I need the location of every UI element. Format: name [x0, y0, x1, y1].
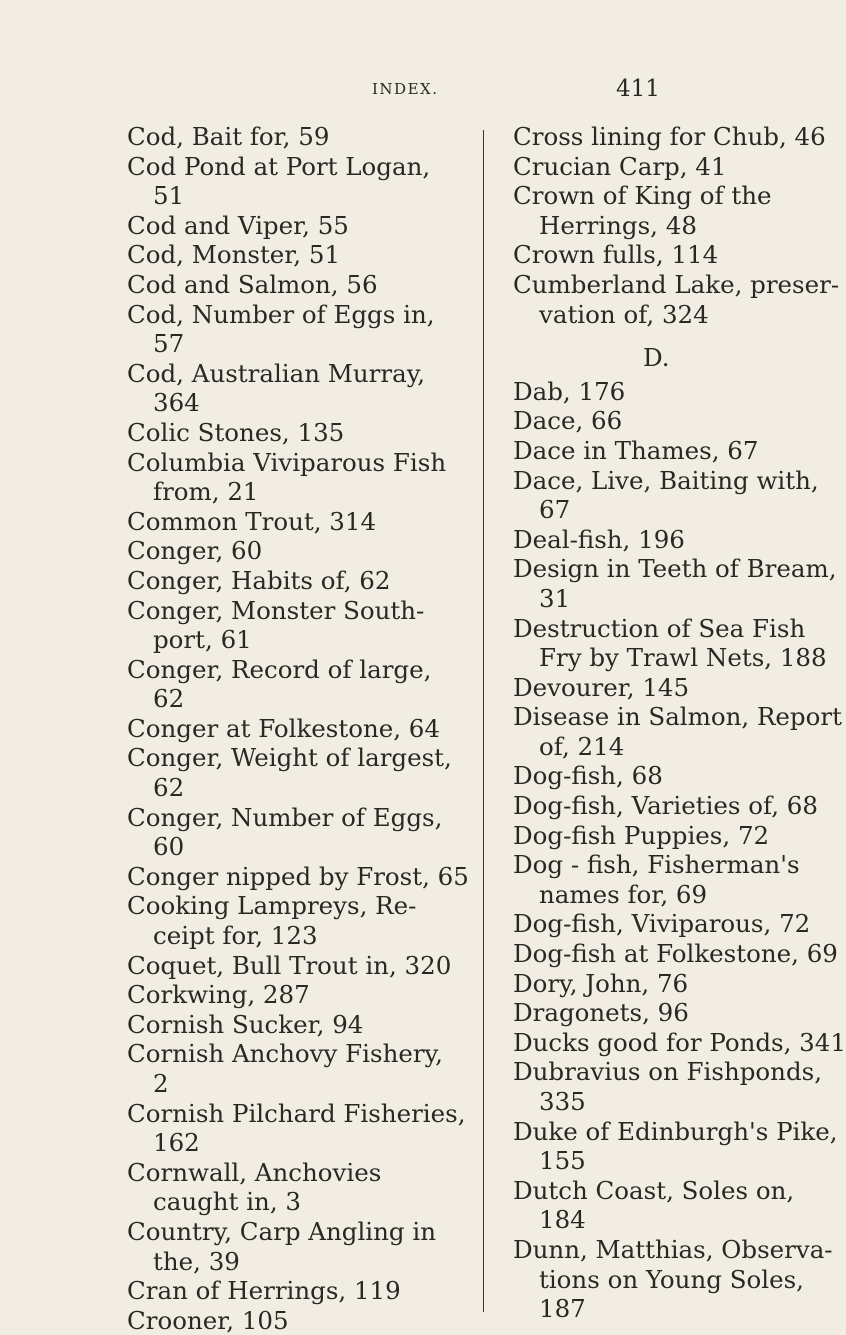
index-entry-text: Duke of Edinburgh's Pike,	[513, 1116, 838, 1146]
index-entry-text: Cornish Pilchard Fisheries,	[127, 1098, 466, 1128]
index-entry-text: Cod and Salmon, 56	[127, 269, 378, 299]
index-entry-text: Cran of Herrings, 119	[127, 1276, 401, 1306]
index-entry-continuation: port, 61	[153, 625, 252, 655]
index-entry	[513, 998, 803, 1028]
index-entry	[127, 862, 477, 892]
index-entry-continuation: ceipt for, 123	[153, 921, 318, 951]
index-entry	[513, 821, 803, 851]
index-entry-text: Cod, Monster, 51	[127, 240, 341, 270]
index-entry-continuation: vation of, 324	[539, 299, 709, 329]
index-entry	[127, 714, 477, 744]
index-entry	[127, 1306, 477, 1335]
index-entry	[127, 803, 477, 862]
index-entry-continuation: 60	[153, 832, 185, 862]
index-entry	[513, 969, 803, 999]
index-entry	[513, 152, 803, 182]
index-entry-text: Crooner, 105	[127, 1305, 289, 1335]
index-entry-text: Dunn, Matthias, Observa-	[513, 1234, 833, 1264]
index-entry-text: Dory, John, 76	[513, 968, 689, 998]
index-entry-text: Dace, Live, Baiting with,	[513, 465, 819, 495]
index-entry	[513, 1027, 846, 1058]
index-entry	[513, 525, 803, 555]
index-entry-continuation: Herrings, 48	[539, 210, 697, 240]
index-entry-text: Conger, Weight of largest,	[127, 743, 452, 773]
index-entry-text: Corkwing, 287	[127, 980, 310, 1010]
index-entry-text: Colic Stones, 135	[127, 417, 345, 447]
index-column-left	[127, 122, 477, 1335]
index-entry	[513, 554, 837, 613]
index-entry-continuation: 62	[153, 773, 185, 803]
index-entry	[127, 1099, 477, 1158]
index-entry	[127, 300, 477, 359]
index-entry	[127, 566, 477, 596]
index-entry	[127, 448, 477, 507]
index-entry-text: Conger, Record of large,	[127, 654, 432, 684]
index-entry	[127, 507, 477, 537]
index-entry	[127, 270, 477, 300]
page-number: 411	[616, 76, 660, 102]
index-entry-continuation: 67	[539, 495, 571, 525]
index-entry-text: Cod Pond at Port Logan,	[127, 151, 431, 181]
index-entry-text: Cod, Bait for, 59	[127, 122, 330, 151]
index-entries-d	[513, 376, 846, 1324]
index-entry-text: Cross lining for Chub, 46	[513, 122, 826, 151]
index-entry	[127, 240, 477, 270]
index-entry-continuation: names for, 69	[539, 879, 708, 909]
index-entry	[127, 1039, 477, 1098]
index-entry-text: Conger, Number of Eggs,	[127, 802, 443, 832]
index-entry-text: Conger nipped by Frost, 65	[127, 861, 469, 891]
index-entry-text: Columbia Viviparous Fish	[127, 447, 447, 477]
index-entry-continuation: 364	[153, 388, 200, 418]
index-entry	[127, 980, 477, 1010]
index-entry	[127, 596, 477, 655]
index-entry	[513, 1176, 803, 1235]
index-entry	[127, 743, 477, 802]
index-entry	[127, 418, 477, 448]
index-entry-text: Cornwall, Anchovies	[127, 1157, 382, 1187]
index-entry	[513, 240, 803, 270]
index-entry	[513, 850, 803, 909]
index-entry-continuation: 162	[153, 1128, 200, 1158]
index-entry	[513, 406, 803, 436]
index-entry-continuation: Fry by Trawl Nets, 188	[539, 643, 827, 673]
index-entry-text: Crown of King of the	[513, 181, 772, 211]
index-entry-text: Conger at Folkestone, 64	[127, 713, 440, 743]
section-letter: D.	[643, 343, 670, 373]
index-entry-text: Cumberland Lake, preser-	[513, 269, 840, 299]
index-entry-text: Devourer, 145	[513, 672, 690, 702]
index-entry	[513, 673, 803, 703]
index-entry	[127, 152, 477, 211]
index-entry	[513, 702, 842, 761]
index-entry-text: Conger, Habits of, 62	[127, 565, 391, 595]
index-entry-continuation: from, 21	[153, 477, 259, 507]
index-entry-continuation: 335	[539, 1087, 586, 1116]
index-entry	[513, 436, 803, 466]
page-header	[0, 76, 800, 106]
index-entry-text: Crucian Carp, 41	[513, 151, 727, 181]
index-entry	[513, 269, 840, 329]
index-entry	[127, 1276, 477, 1306]
index-entry-text: Cornish Anchovy Fishery,	[127, 1039, 443, 1069]
index-entry-text: Dragonets, 96	[513, 998, 689, 1028]
index-entry	[513, 377, 803, 407]
index-entry-text: Dog-fish at Folkestone, 69	[513, 939, 838, 969]
index-entry-continuation: 31	[539, 583, 571, 613]
index-entry	[513, 791, 818, 821]
index-entry-continuation: 155	[539, 1146, 586, 1176]
index-entry-text: Crown fulls, 114	[513, 240, 719, 270]
index-entry-text: Conger, 60	[127, 536, 263, 566]
index-entry-continuation: 2	[153, 1069, 169, 1098]
index-entries-c	[513, 122, 840, 329]
index-entry-text: Dutch Coast, Soles on,	[513, 1175, 795, 1205]
column-divider	[483, 130, 484, 1312]
index-entry	[513, 939, 838, 969]
index-entry	[127, 1217, 477, 1276]
index-entry	[513, 761, 803, 791]
index-entry-continuation: 51	[153, 181, 185, 211]
index-entry-continuation: 57	[153, 329, 185, 359]
index-entry-text: Destruction of Sea Fish	[513, 613, 806, 643]
index-entry	[513, 1057, 823, 1116]
index-entry-continuation: 184	[539, 1205, 586, 1235]
index-entry-text: Dog-fish, Viviparous, 72	[513, 909, 811, 939]
index-entry	[127, 655, 477, 714]
index-entry-text: Dog-fish Puppies, 72	[513, 820, 770, 850]
index-entry	[127, 951, 477, 981]
index-entry	[513, 181, 803, 240]
index-entry-continuation: 62	[153, 684, 185, 714]
index-entry	[513, 1116, 838, 1176]
index-entry-text: Dog - fish, Fisherman's	[513, 850, 800, 880]
index-entry	[513, 909, 811, 939]
index-entry	[127, 122, 477, 152]
index-entry-text: Cooking Lampreys, Re-	[127, 891, 417, 921]
index-entry	[127, 211, 477, 241]
index-entry-text: Country, Carp Angling in	[127, 1216, 437, 1246]
index-entry-text: Coquet, Bull Trout in, 320	[127, 950, 452, 980]
index-entry	[127, 359, 477, 418]
running-head: INDEX.	[372, 80, 439, 98]
index-entry-text: Ducks good for Ponds, 341	[513, 1027, 846, 1057]
index-entry-continuation: caught in, 3	[153, 1187, 301, 1217]
index-entry-text: Dace in Thames, 67	[513, 435, 759, 465]
index-entry	[513, 122, 826, 152]
index-column-right	[513, 122, 846, 1324]
index-entry-continuation: tions on Young Soles,	[539, 1264, 804, 1294]
index-entry-text: Deal-fish, 196	[513, 524, 685, 554]
index-entry-text: Dog-fish, Varieties of, 68	[513, 791, 818, 821]
index-entry	[513, 465, 819, 525]
index-entry-continuation: the, 39	[153, 1246, 240, 1276]
index-entry	[513, 613, 827, 673]
index-entry-text: Disease in Salmon, Report	[513, 702, 842, 732]
index-entry-text: Dog-fish, 68	[513, 761, 663, 791]
index-entry	[513, 1234, 833, 1324]
index-entry-text: Design in Teeth of Bream,	[513, 554, 837, 584]
index-entry	[127, 536, 477, 566]
index-entry-text: Dab, 176	[513, 376, 626, 406]
index-entry-text: Conger, Monster South-	[127, 595, 425, 625]
index-entry	[127, 1010, 477, 1040]
index-entry-continuation: of, 214	[539, 731, 625, 761]
index-entry-text: Cod, Australian Murray,	[127, 358, 426, 388]
index-entry-text: Cornish Sucker, 94	[127, 1009, 364, 1039]
index-entry-text: Cod, Number of Eggs in,	[127, 299, 435, 329]
index-entry-continuation: 187	[539, 1294, 586, 1324]
index-entry-text: Cod and Viper, 55	[127, 210, 349, 240]
index-entry	[127, 1158, 477, 1217]
index-entry-text: Dace, 66	[513, 406, 623, 436]
index-entry	[127, 891, 477, 950]
index-entry-text: Common Trout, 314	[127, 506, 377, 536]
index-entry-text: Dubravius on Fishponds,	[513, 1057, 823, 1087]
